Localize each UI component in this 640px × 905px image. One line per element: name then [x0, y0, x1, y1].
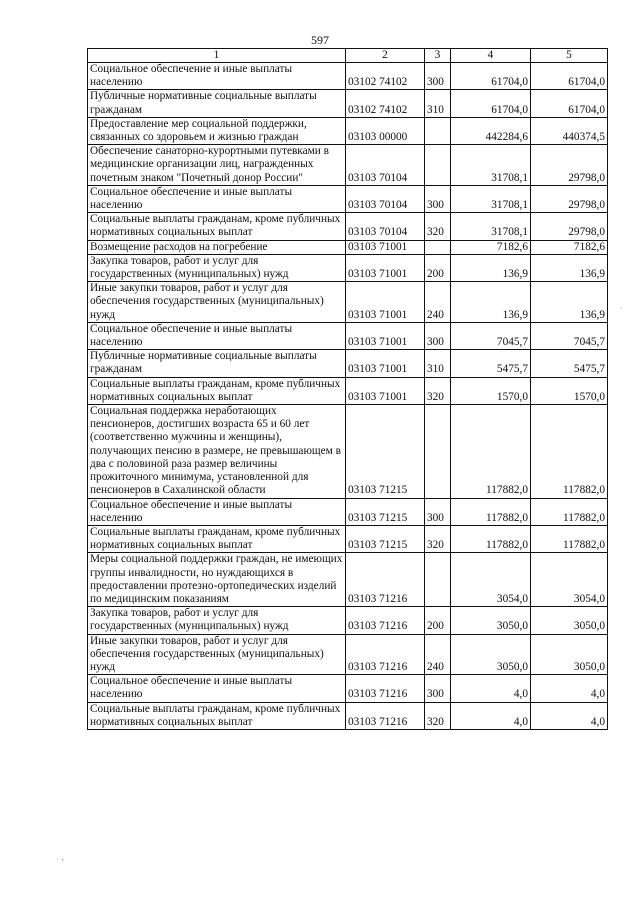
row-amount-2-cell: 3054,0 — [531, 553, 608, 607]
column-header-amount-2: 5 — [531, 49, 608, 63]
budget-table — [87, 48, 608, 730]
row-amount-1-cell: 4,0 — [451, 675, 531, 702]
row-code-cell: 03103 71216 — [346, 634, 425, 675]
row-amount-2-cell: 117882,0 — [531, 405, 608, 498]
row-name-cell: Социальное обеспечение и иные выплаты населению — [88, 185, 346, 212]
scan-artifact: , — [620, 300, 623, 310]
row-amount-2-cell: 7182,6 — [531, 240, 608, 254]
page-number: 597 — [311, 33, 329, 47]
row-expense-type-cell: 320 — [425, 213, 451, 240]
row-amount-2-cell: 61704,0 — [531, 90, 608, 117]
column-header-expense-type: 3 — [425, 49, 451, 63]
table-body — [88, 63, 608, 730]
row-expense-type-cell: 300 — [425, 322, 451, 349]
row-code-cell: 03103 71001 — [346, 377, 425, 404]
table-row — [88, 634, 608, 675]
row-code-cell: 03103 71216 — [346, 607, 425, 634]
row-expense-type-cell: 310 — [425, 350, 451, 377]
row-code-cell: 03103 00000 — [346, 117, 425, 144]
row-expense-type-cell — [425, 405, 451, 498]
row-code-cell: 03103 71001 — [346, 350, 425, 377]
row-amount-2-cell: 440374,5 — [531, 117, 608, 144]
row-name-cell: Обеспечение санаторно-курортными путевками в медицинские организации лиц, награжденных почетным знаком "Почетный донор России" — [88, 145, 346, 186]
table-row — [88, 90, 608, 117]
table-row — [88, 254, 608, 281]
row-expense-type-cell: 320 — [425, 702, 451, 729]
row-amount-1-cell: 442284,6 — [451, 117, 531, 144]
row-code-cell: 03103 70104 — [346, 185, 425, 212]
row-expense-type-cell: 300 — [425, 675, 451, 702]
row-name-cell: Социальное обеспечение и иные выплаты населению — [88, 498, 346, 525]
row-expense-type-cell: 300 — [425, 63, 451, 90]
row-name-cell: Иные закупки товаров, работ и услуг для обеспечения государственных (муниципальных) нужд — [88, 634, 346, 675]
row-amount-2-cell: 117882,0 — [531, 525, 608, 552]
row-name-cell: Социальные выплаты гражданам, кроме публичных нормативных социальных выплат — [88, 525, 346, 552]
table-row — [88, 702, 608, 729]
row-code-cell: 03103 71215 — [346, 405, 425, 498]
row-amount-2-cell: 61704,0 — [531, 63, 608, 90]
row-amount-1-cell: 3054,0 — [451, 553, 531, 607]
row-code-cell: 03103 71001 — [346, 254, 425, 281]
table-header-row — [88, 49, 608, 63]
row-name-cell: Социальные выплаты гражданам, кроме публичных нормативных социальных выплат — [88, 213, 346, 240]
table-row — [88, 675, 608, 702]
row-amount-1-cell: 1570,0 — [451, 377, 531, 404]
row-amount-1-cell: 117882,0 — [451, 525, 531, 552]
row-amount-1-cell: 136,9 — [451, 282, 531, 323]
row-code-cell: 03103 71215 — [346, 498, 425, 525]
row-name-cell: Социальное обеспечение и иные выплаты населению — [88, 322, 346, 349]
row-amount-2-cell: 3050,0 — [531, 634, 608, 675]
table-row — [88, 498, 608, 525]
row-expense-type-cell: 240 — [425, 634, 451, 675]
table-row — [88, 322, 608, 349]
row-amount-2-cell: 117882,0 — [531, 498, 608, 525]
row-expense-type-cell: 320 — [425, 525, 451, 552]
table-row — [88, 350, 608, 377]
row-amount-1-cell: 3050,0 — [451, 634, 531, 675]
row-expense-type-cell: 200 — [425, 607, 451, 634]
row-name-cell: Предоставление мер социальной поддержки, связанных со здоровьем и жизнью граждан — [88, 117, 346, 144]
table-row — [88, 213, 608, 240]
row-code-cell: 03103 71215 — [346, 525, 425, 552]
row-amount-1-cell: 3050,0 — [451, 607, 531, 634]
row-amount-2-cell: 136,9 — [531, 282, 608, 323]
row-name-cell: Социальные выплаты гражданам, кроме публичных нормативных социальных выплат — [88, 377, 346, 404]
row-code-cell: 03103 70104 — [346, 145, 425, 186]
row-name-cell: Закупка товаров, работ и услуг для государственных (муниципальных) нужд — [88, 607, 346, 634]
scan-artifact: · ‹ — [56, 854, 65, 864]
table-row — [88, 282, 608, 323]
row-code-cell: 03103 71216 — [346, 553, 425, 607]
table-row — [88, 240, 608, 254]
table-row — [88, 117, 608, 144]
row-amount-2-cell: 29798,0 — [531, 213, 608, 240]
row-amount-1-cell: 7045,7 — [451, 322, 531, 349]
row-code-cell: 03103 71001 — [346, 282, 425, 323]
row-expense-type-cell: 200 — [425, 254, 451, 281]
row-expense-type-cell — [425, 145, 451, 186]
table-row — [88, 63, 608, 90]
row-amount-2-cell: 7045,7 — [531, 322, 608, 349]
row-code-cell: 03103 71001 — [346, 240, 425, 254]
row-amount-1-cell: 117882,0 — [451, 405, 531, 498]
row-amount-2-cell: 136,9 — [531, 254, 608, 281]
row-amount-1-cell: 31708,1 — [451, 213, 531, 240]
row-name-cell: Публичные нормативные социальные выплаты гражданам — [88, 90, 346, 117]
row-name-cell: Социальная поддержка неработающих пенсионеров, достигших возраста 65 и 60 лет (соответственно мужчины и женщины), получающих пенсию в размере, не превышающем в два с половиной раза размер величины прожиточного минимума, установленной для пенсионеров в Сахалинской области — [88, 405, 346, 498]
row-amount-2-cell: 1570,0 — [531, 377, 608, 404]
row-code-cell: 03102 74102 — [346, 63, 425, 90]
row-amount-1-cell: 136,9 — [451, 254, 531, 281]
table-row — [88, 377, 608, 404]
row-amount-1-cell: 117882,0 — [451, 498, 531, 525]
row-expense-type-cell: 300 — [425, 498, 451, 525]
table-row — [88, 607, 608, 634]
column-header-amount-1: 4 — [451, 49, 531, 63]
row-expense-type-cell: 310 — [425, 90, 451, 117]
row-code-cell: 03103 70104 — [346, 213, 425, 240]
row-code-cell: 03103 71216 — [346, 702, 425, 729]
row-amount-2-cell: 29798,0 — [531, 145, 608, 186]
table-row — [88, 553, 608, 607]
row-amount-1-cell: 61704,0 — [451, 63, 531, 90]
row-amount-1-cell: 4,0 — [451, 702, 531, 729]
row-code-cell: 03102 74102 — [346, 90, 425, 117]
row-code-cell: 03103 71216 — [346, 675, 425, 702]
row-expense-type-cell — [425, 117, 451, 144]
row-name-cell: Меры социальной поддержки граждан, не имеющих группы инвалидности, но нуждающихся в предоставлении протезно-ортопедических изделий по медицинским показаниям — [88, 553, 346, 607]
row-amount-2-cell: 29798,0 — [531, 185, 608, 212]
row-name-cell: Иные закупки товаров, работ и услуг для обеспечения государственных (муниципальных) нужд — [88, 282, 346, 323]
column-header-code: 2 — [346, 49, 425, 63]
row-amount-2-cell: 5475,7 — [531, 350, 608, 377]
row-expense-type-cell — [425, 240, 451, 254]
row-amount-1-cell: 31708,1 — [451, 185, 531, 212]
row-amount-1-cell: 5475,7 — [451, 350, 531, 377]
row-amount-1-cell: 61704,0 — [451, 90, 531, 117]
table-row — [88, 405, 608, 498]
row-name-cell: Социальное обеспечение и иные выплаты населению — [88, 63, 346, 90]
row-amount-2-cell: 3050,0 — [531, 607, 608, 634]
row-name-cell: Возмещение расходов на погребение — [88, 240, 346, 254]
row-amount-1-cell: 31708,1 — [451, 145, 531, 186]
table-row — [88, 525, 608, 552]
row-amount-2-cell: 4,0 — [531, 702, 608, 729]
row-expense-type-cell: 240 — [425, 282, 451, 323]
row-amount-1-cell: 7182,6 — [451, 240, 531, 254]
row-expense-type-cell — [425, 553, 451, 607]
row-name-cell: Закупка товаров, работ и услуг для государственных (муниципальных) нужд — [88, 254, 346, 281]
table-row — [88, 145, 608, 186]
row-amount-2-cell: 4,0 — [531, 675, 608, 702]
row-name-cell: Социальные выплаты гражданам, кроме публичных нормативных социальных выплат — [88, 702, 346, 729]
table-row — [88, 185, 608, 212]
row-name-cell: Публичные нормативные социальные выплаты гражданам — [88, 350, 346, 377]
row-name-cell: Социальное обеспечение и иные выплаты населению — [88, 675, 346, 702]
row-code-cell: 03103 71001 — [346, 322, 425, 349]
row-expense-type-cell: 320 — [425, 377, 451, 404]
row-expense-type-cell: 300 — [425, 185, 451, 212]
column-header-name: 1 — [88, 49, 346, 63]
